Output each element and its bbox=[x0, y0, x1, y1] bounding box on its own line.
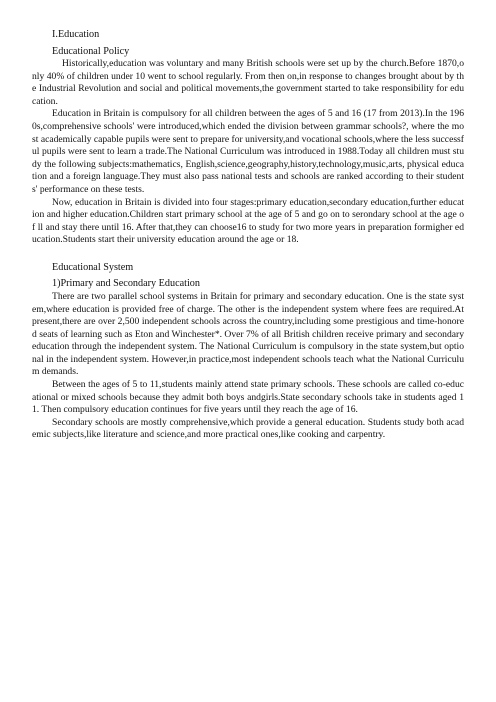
paragraph: Education in Britain is compulsory for all children between the ages of 5 and 16 (17 from 2013).In the 1960s,comprehensive schools' were introduced,which ended the division between grammar schools?, where the most academically capable pupils were sent to prepare for university,and vocational schools,where the less successful pupils were sent to learn a trade.The National Curriculum was introduced in 1988.Today all children must study the following subjects:mathematics, English,science,geography,history,technology,music,arts, physical education and a foreign language.They must also pass national tests and schools are ranked according to their students' performance on these tests. bbox=[32, 108, 464, 195]
paragraph: Now, education in Britain is divided into four stages:primary education,secondary education,further education and higher education.Children start primary school at the age of 5 and go on to serondary school at the age of ll and stay there until 16. After that,they can choose16 to study for two more years in preparation formigher education.Students start their university education around the age or 18. bbox=[32, 196, 464, 246]
paragraph: Between the ages of 5 to 11,students mainly attend state primary schools. These schools are called co-educational or mixed schools because they admit both boys andgirls.State secondary schools take in students aged 11. Then compulsory education continues for five years until they reach the age of 16. bbox=[32, 379, 464, 416]
chapter-title: I.Education bbox=[52, 29, 100, 40]
paragraph: Historically,education was voluntary and many British schools were set up by the church.Before 1870,only 40% of children under 10 went to school regularly. From then on,in response to changes brought about by the Industrial Revolution and social and political movements,the government started to take responsibility for education. bbox=[32, 58, 464, 107]
paragraph: Secondary schools are mostly comprehensive,which provide a general education. Students study both academic subjects,like literature and science,and more practical ones,like cooking and carpentry. bbox=[32, 416, 464, 441]
document-page bbox=[32, 28, 464, 442]
paragraph: There are two parallel school systems in Britain for primary and secondary education. One is the state system,where education is provided free of charge. The other is the independent system where fees are required.At present,there are over 2,500 independent schools across the country,including some prestigious and time-honored seats of learning such as Eton and Winchester*. Over 7% of all British children receive primary and secondary education through the independent system. The National Curriculum is compulsory in the state system,but optional in the independent system. However,in practice,most independent schools teach what the National Curriculum demands. bbox=[32, 290, 464, 378]
section-heading-system: Educational System bbox=[52, 261, 134, 273]
subsection-heading: 1)Primary and Secondary Education bbox=[52, 278, 200, 290]
section-heading-policy: Educational Policy bbox=[52, 45, 130, 57]
spacer bbox=[32, 247, 464, 261]
